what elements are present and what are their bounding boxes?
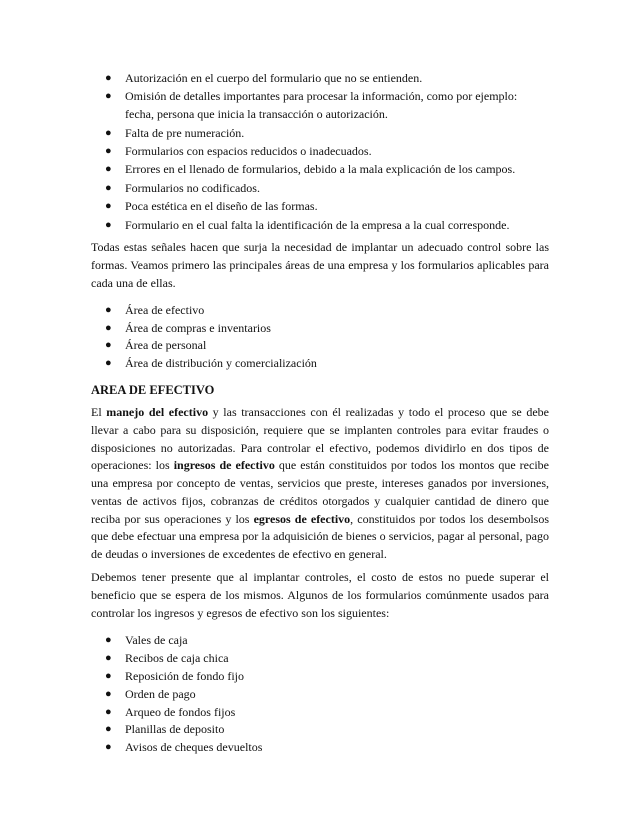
list-item: ● Omisión de detalles importantes para procesar la información, como por ejemplo: fecha, persona que inicia la transacción o autorización. — [105, 89, 518, 122]
cash-forms-list — [91, 632, 549, 757]
list-item: ● Área de efectivo — [91, 302, 549, 320]
bullet-icon: ● — [105, 339, 112, 352]
list-item: ● Avisos de cheques devueltos — [91, 739, 549, 757]
bullet-icon: ● — [105, 634, 112, 647]
list-item: ● Formulario en el cual falta la identificación de la empresa a la cual corresponde. — [91, 217, 549, 235]
bullet-icon: ● — [105, 687, 112, 700]
company-areas-list — [91, 302, 549, 373]
bullet-icon: ● — [105, 218, 112, 231]
list-item: ● Orden de pago — [91, 686, 549, 704]
bullet-icon: ● — [105, 705, 112, 718]
bold-term: manejo del efectivo — [106, 404, 209, 419]
bullet-icon: ● — [105, 200, 112, 213]
bullet-icon: ● — [105, 144, 112, 157]
list-item: ● Errores en el llenado de formularios, debido a la mala explicación de los campos. — [91, 161, 549, 179]
cash-management-paragraph: El manejo del efectivo y las transacciones con él realizadas y todo el proceso que se debe llevar a cabo para su disposición, requiere que se implanten controles para evitar fraudes o disposiciones no autorizadas. Para controlar el efectivo, podemos dividirlo en dos tipos de operaciones: los ingresos de efectivo que están constituidos por todos los montos que recibe una empresa por concepto de ventas, servicios que preste, intereses ganados por inversiones, ventas de activos fijos, cobranzas de créditos otorgados y cualquier cantidad de dinero que reciba por sus operaciones y los egresos de efectivo, constituidos por todos los desembolsos que debe efectuar una empresa por la adquisición de bienes o servicios, pagar al personal, pago de deudas o inversiones de excedentes de efectivo en general. — [91, 404, 550, 562]
list-item: ● Área de distribución y comercialización — [91, 355, 549, 373]
bullet-icon: ● — [105, 723, 112, 736]
bullet-icon: ● — [105, 321, 112, 334]
list-item: ● Falta de pre numeración. — [91, 125, 549, 143]
bullet-icon: ● — [105, 163, 112, 176]
list-item: ● Área de compras e inventarios — [91, 320, 549, 338]
list-item: ● Poca estética en el diseño de las formas. — [91, 198, 549, 216]
bullet-icon: ● — [105, 357, 112, 370]
bullet-icon: ● — [105, 72, 112, 84]
bullet-icon: ● — [105, 181, 112, 194]
list-item: ● Formularios con espacios reducidos o inadecuados. — [91, 143, 549, 161]
list-item: ● Vales de caja — [91, 632, 549, 650]
form-problems-list — [91, 70, 549, 234]
list-item: ● Área de personal — [91, 337, 549, 355]
section-heading: AREA DE EFECTIVO — [91, 382, 215, 397]
bold-term: egresos de efectivo — [253, 511, 351, 526]
list-item: ● Formularios no codificados. — [91, 180, 549, 198]
list-item: ● Arqueo de fondos fijos — [91, 704, 549, 722]
bullet-icon: ● — [105, 670, 112, 683]
bullet-icon: ● — [105, 652, 112, 665]
intro-paragraph: Todas estas señales hacen que surja la necesidad de implantar un adecuado control sobre las formas. Veamos primero las principales áreas de una empresa y los formularios aplicables para cada una de ellas. — [91, 240, 549, 290]
list-item: ● Planillas de deposito — [91, 721, 549, 739]
list-item: ● Reposición de fondo fijo — [91, 668, 549, 686]
document-content — [91, 70, 549, 757]
bullet-icon: ● — [105, 303, 112, 316]
bullet-icon: ● — [105, 741, 112, 754]
list-item: ● Recibos de caja chica — [91, 650, 549, 668]
bullet-icon: ● — [105, 126, 112, 139]
list-item: ● Autorización en el cuerpo del formulario que no se entienden. — [91, 70, 549, 88]
bold-term: ingresos de efectivo — [173, 458, 275, 473]
controls-paragraph: Debemos tener presente que al implantar controles, el costo de estos no puede superar el beneficio que se espera de los mismos. Algunos de los formularios comúnmente usados para controlar los ingresos y egresos de efectivo son los siguientes: — [91, 570, 549, 620]
bullet-icon: ● — [105, 90, 112, 103]
